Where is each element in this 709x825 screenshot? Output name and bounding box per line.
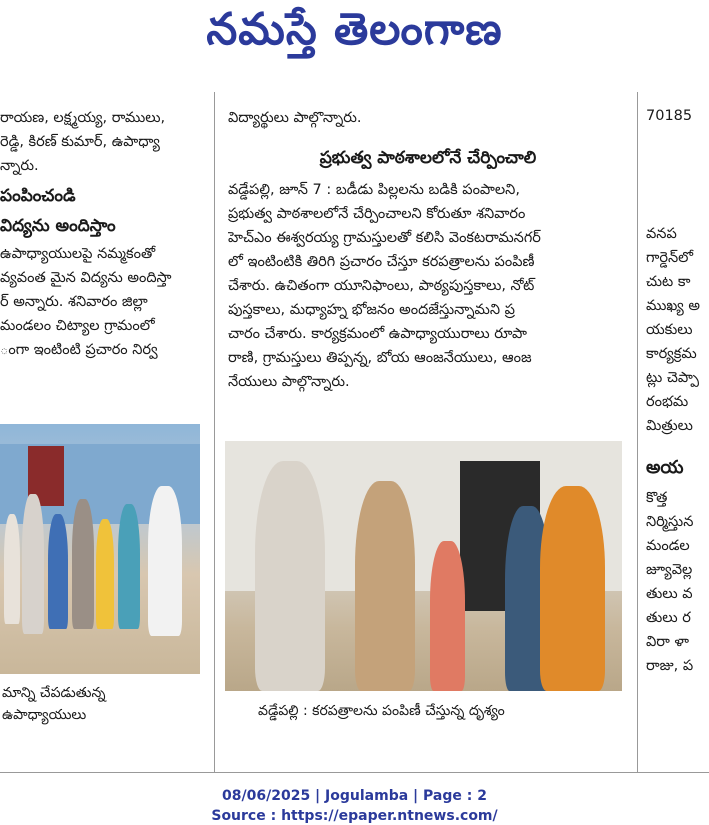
- caption-line: ఉపాధ్యాయులు: [2, 707, 87, 723]
- left-line: ర్ అన్నారు. శనివారం జిల్లా: [0, 294, 148, 310]
- person: [255, 461, 325, 691]
- person: [148, 486, 182, 636]
- left-line: రాయణ, లక్ష్మయ్య, రాములు,: [0, 110, 166, 126]
- mid-body-line: లో ఇంటింటికి తిరిగి ప్రచారం చేస్తూ కరపత్రాలను పంపిణీ: [228, 254, 535, 270]
- right-line: చుట కా: [646, 274, 691, 290]
- right-line: కొత్త: [646, 490, 668, 506]
- person: [430, 541, 465, 691]
- right-line: కార్యక్రమ: [646, 346, 697, 362]
- person: [72, 499, 94, 629]
- column-divider-left: [214, 92, 215, 772]
- middle-caption: వడ్డేపల్లి : కరపత్రాలను పంపిణీ చేస్తున్న దృశ్యం: [258, 703, 505, 719]
- left-photo: [0, 424, 200, 674]
- person: [355, 481, 415, 691]
- newspaper-title: నమస్తే తెలంగాణ: [206, 4, 503, 55]
- right-line: తులు ర: [646, 610, 691, 626]
- mid-body-line: నేయులు పాల్గొన్నారు.: [228, 374, 350, 390]
- right-line: నిర్మిస్తున: [646, 514, 694, 530]
- mid-body-line: చేశారు. ఉచితంగా యూనిఫాంలు, పాఠ్యపుస్తకాలు, నోట్: [228, 278, 535, 294]
- right-line: వనప: [646, 226, 677, 242]
- right-line: రాజు, ప: [646, 658, 694, 674]
- right-line: ముఖ్య అ: [646, 298, 700, 314]
- left-line: ంగా ఇంటింటి ప్రచారం నిర్వ: [0, 342, 158, 358]
- left-line: రెడ్డి, కిరణ్ కుమార్, ఉపాధ్యా: [0, 134, 160, 150]
- person: [96, 519, 114, 629]
- right-number: 70185: [646, 108, 693, 124]
- left-column: [0, 92, 205, 412]
- column-divider-right: [637, 92, 638, 772]
- mid-body-line: ప్రభుత్వ పాఠశాలలోనే చేర్పించాలని కోరుతూ శనివారం: [228, 206, 526, 222]
- masthead: [0, 0, 709, 80]
- right-line: యకులు: [646, 322, 693, 338]
- left-headline-1: పంపించండి: [0, 186, 76, 206]
- right-line: రంభమ: [646, 394, 689, 410]
- mid-line: విద్యార్థులు పాల్గొన్నారు.: [228, 110, 362, 126]
- person: [22, 494, 44, 634]
- right-line: మిత్రులు: [646, 418, 693, 434]
- left-caption: [2, 682, 105, 726]
- middle-column: [228, 92, 628, 437]
- right-line: విరా ళా: [646, 634, 689, 650]
- middle-photo: [225, 441, 622, 691]
- mid-headline: ప్రభుత్వ పాఠశాలలోనే చేర్పించాలి: [319, 148, 537, 168]
- left-line: ఉపాధ్యాయులపై నమ్మకంతో: [0, 246, 156, 262]
- right-line: తులు వ: [646, 586, 693, 602]
- person: [540, 486, 605, 691]
- left-line: వ్యవంత మైన విద్యను అందిస్తా: [0, 270, 172, 286]
- footer-source: Source : https://epaper.ntnews.com/: [211, 808, 498, 824]
- mid-body-line: హెచ్ఎం ఈశ్వరయ్య గ్రామస్తులతో కలిసి వెంకటరామనగర్: [228, 230, 541, 246]
- right-headline: అయ: [646, 457, 684, 478]
- person: [48, 514, 68, 629]
- mid-body-line: వడ్డేపల్లి, జూన్ 7 : బడీడు పిల్లలను బడికి పంపాలని,: [228, 182, 520, 198]
- left-line: న్నారు.: [0, 158, 39, 174]
- footer-rule: [0, 772, 709, 773]
- mid-body-line: చారం చేశారు. కార్యక్రమంలో ఉపాధ్యాయురాలు రూపా: [228, 326, 527, 342]
- right-line: జ్యూవెల్ల: [646, 562, 693, 578]
- left-line: మండలం చిట్యాల గ్రామంలో: [0, 318, 155, 334]
- left-headline-2: విద్యను అందిస్తాం: [0, 216, 116, 236]
- caption-line: మాన్ని చేపడుతున్న: [2, 685, 106, 701]
- person: [4, 514, 20, 624]
- right-line: గార్డెన్‌లో: [646, 250, 694, 266]
- person: [118, 504, 140, 629]
- right-column: [646, 92, 709, 772]
- mid-body-line: రాణి, గ్రామస్తులు తిప్పన్న, బోయ ఆంజనేయులు, ఆంజ: [228, 350, 532, 366]
- right-line: ట్లు చెప్పా: [646, 370, 699, 386]
- mid-body-line: పుస్తకాలు, మధ్యాహ్న భోజనం అందజేస్తున్నామని ప్ర: [228, 302, 515, 318]
- right-line: మండల: [646, 538, 690, 554]
- footer-date-edition: 08/06/2025 | Jogulamba | Page : 2: [222, 788, 487, 804]
